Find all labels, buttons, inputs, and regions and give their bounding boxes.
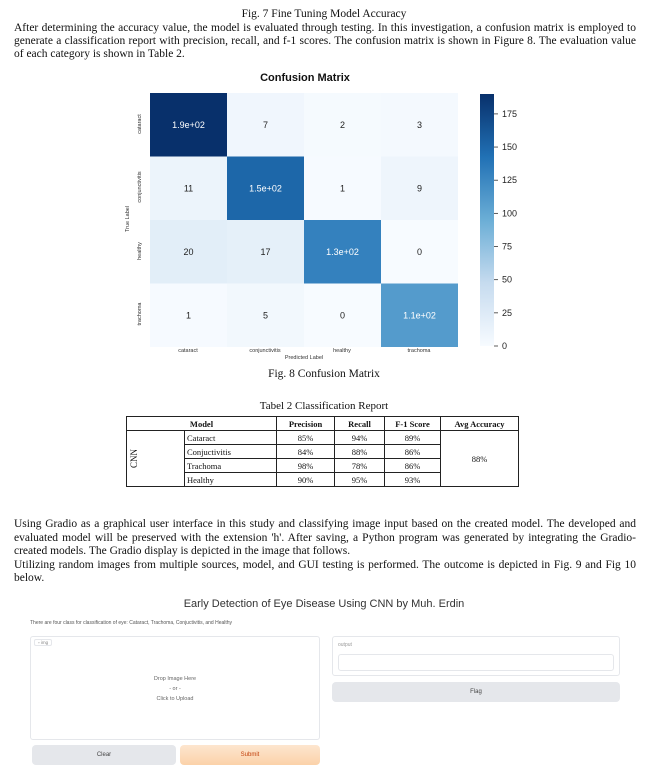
f1-value: 86% (385, 459, 441, 473)
xtick-cataract: cataract (178, 348, 198, 354)
paragraph-gradio-intro: Using Gradio as a graphical user interface in this study and classifying image input based on the created model. The developed and evaluated model will be preserved with the extension 'h'. After saving, a Python program was generated by integrating the Gradio-created models. The Gradio display is depicted in the image that follows. (14, 518, 636, 557)
output-field (338, 654, 614, 671)
paragraph-accuracy: After determining the accuracy value, the model is evaluated through testing. In this investigation, a confusion matrix is employed to generate a classification report with precision, recall, and f-1 scores. The confusion matrix is shown in Figure 8. The evaluation value of each category is shown in Table 2. (14, 22, 636, 60)
clear-button[interactable]: Clear (32, 745, 176, 765)
precision-value: 84% (277, 445, 335, 459)
avg-accuracy-value: 88% (441, 431, 519, 487)
recall-value: 78% (335, 459, 385, 473)
xtick-trachoma: trachoma (407, 348, 431, 354)
colorbar-tick-label: 125 (502, 175, 518, 186)
f1-value: 86% (385, 445, 441, 459)
x-axis-label: Predicted Label (284, 355, 324, 361)
header-recall: Recall (335, 417, 385, 431)
submit-button[interactable]: Submit (180, 745, 320, 765)
header-precision: Precision (277, 417, 335, 431)
table-header-row (127, 417, 519, 431)
paragraph-testing: Utilizing random images from multiple sources, model, and GUI testing is performed. The outcome is depicted in Fig. 9 and Fig 10 below. (14, 558, 636, 584)
heatmap-value-label: 3 (416, 119, 423, 130)
heatmap-value-label: 1.1e+02 (403, 310, 436, 321)
precision-value: 90% (277, 473, 335, 487)
ytick-healthy: healthy (137, 242, 143, 260)
ytick-cataract: cataract (137, 114, 143, 134)
class-name: Conjuctivitis (185, 445, 277, 459)
colorbar-tick-label: 150 (502, 142, 518, 153)
ytick-trachoma: trachoma (137, 302, 143, 326)
f1-value: 93% (385, 473, 441, 487)
header-avg-accuracy: Avg Accuracy (441, 417, 519, 431)
output-label: output (338, 642, 352, 648)
heatmap-value-label: 7 (262, 119, 269, 130)
xtick-conjunctivitis: conjunctivitis (249, 348, 281, 354)
classification-report-table (126, 416, 519, 487)
class-name: Healthy (185, 473, 277, 487)
xtick-healthy: healthy (333, 348, 351, 354)
recall-value: 95% (335, 473, 385, 487)
gradio-title: Early Detection of Eye Disease Using CNN by Muh. Erdin (183, 598, 465, 610)
heatmap-value-label: 1.9e+02 (172, 119, 205, 130)
heatmap-value-label: 1 (185, 310, 192, 321)
heatmap-value-label: 9 (416, 183, 423, 194)
fig8-caption: Fig. 8 Confusion Matrix (268, 368, 380, 380)
class-name: Cataract (185, 431, 277, 445)
f1-value: 89% (385, 431, 441, 445)
colorbar-tick-label: 100 (502, 208, 518, 219)
heatmap-value-label: 0 (416, 246, 423, 257)
image-icon: ▫ (38, 640, 41, 645)
model-cell (127, 431, 185, 487)
recall-value: 88% (335, 445, 385, 459)
model-name: CNN (129, 448, 139, 468)
precision-value: 85% (277, 431, 335, 445)
heatmap-value-label: 1 (339, 183, 346, 194)
flag-button[interactable]: Flag (332, 682, 620, 702)
paragraph-gradio (14, 518, 636, 586)
heatmap-value-label: 17 (260, 246, 271, 257)
heatmap-value-label: 0 (339, 310, 346, 321)
colorbar-tick-label: 50 (502, 274, 513, 285)
input-label-text: img (40, 640, 49, 645)
chart-title: Confusion Matrix (260, 72, 350, 84)
or-text: - or - (169, 686, 181, 692)
colorbar-tick-label: 0 (502, 341, 508, 351)
y-axis-label: True Label (125, 205, 131, 233)
heatmap-value-label: 1.5e+02 (249, 183, 282, 194)
colorbar (480, 94, 494, 346)
input-label (34, 639, 52, 646)
click-to-upload-text: Click to Upload (156, 696, 194, 702)
heatmap-value-label: 20 (183, 246, 194, 257)
recall-value: 94% (335, 431, 385, 445)
header-model: Model (127, 417, 277, 431)
precision-value: 98% (277, 459, 335, 473)
heatmap-value-label: 1.3e+02 (326, 246, 359, 257)
colorbar-tick-label: 175 (502, 108, 518, 119)
heatmap-value-label: 5 (262, 310, 269, 321)
drop-zone-text[interactable] (120, 674, 230, 704)
gradio-description: There are four class for classification of eye: Cataract, Trachoma, Conjuctivitis, and Healthy (30, 620, 233, 626)
heatmap-value-label: 11 (183, 183, 194, 194)
colorbar-tick-label: 25 (502, 307, 513, 318)
ytick-conjunctivitis: conjunctivitis (137, 171, 143, 203)
fig7-caption: Fig. 7 Fine Tuning Model Accuracy (241, 8, 407, 20)
class-name: Trachoma (185, 459, 277, 473)
header-f1: F-1 Score (385, 417, 441, 431)
colorbar-tick-label: 75 (502, 241, 513, 252)
heatmap-value-label: 2 (339, 119, 346, 130)
table-row (127, 431, 519, 445)
table2-caption: Tabel 2 Classification Report (259, 400, 389, 412)
drop-image-text: Drop Image Here (153, 676, 197, 682)
